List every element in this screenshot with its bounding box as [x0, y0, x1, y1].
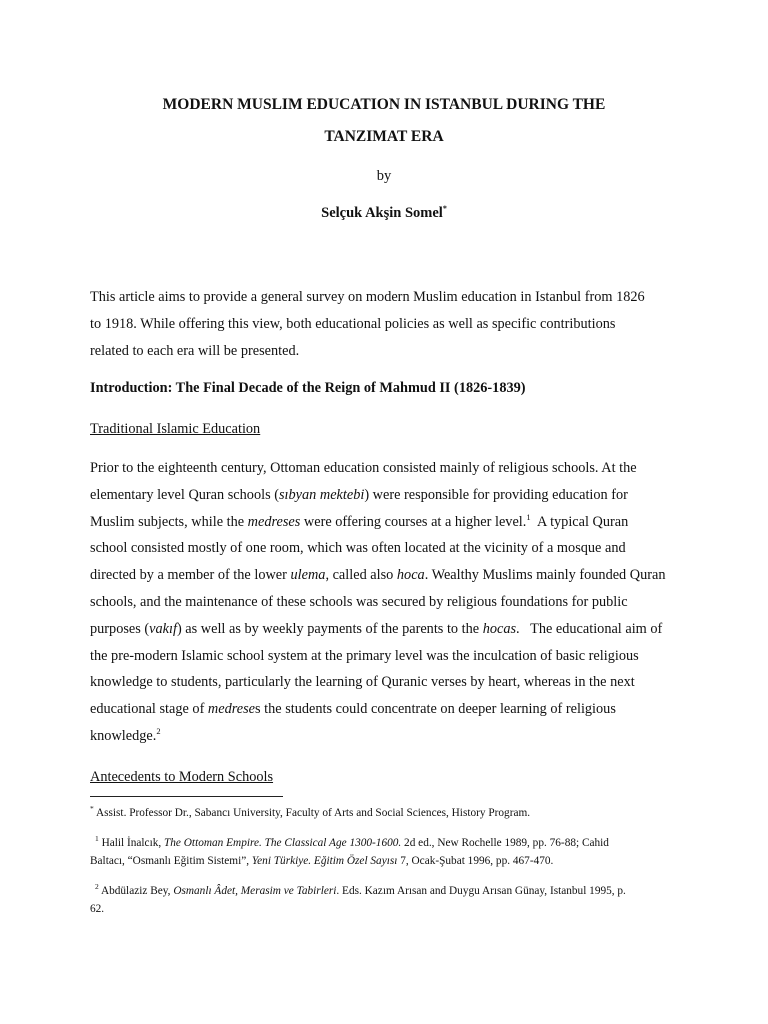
paper-title [90, 89, 678, 153]
text-run: Muslim subjects, while the [90, 513, 248, 530]
para-line [90, 482, 680, 509]
author-footnote-mark: * [442, 204, 447, 214]
subsection-heading-antecedents: Antecedents to Modern Schools [90, 769, 274, 785]
para-line: the pre-modern Islamic school system at the primary level was the inculcation of basic religious [90, 647, 639, 664]
subsection-heading-traditional: Traditional Islamic Education [90, 421, 261, 437]
para-line [90, 616, 680, 643]
traditional-education-paragraph [90, 455, 680, 750]
footnote-text: Assist. Professor Dr., Sabancı University, Faculty of Arts and Social Sciences, History Program. [93, 807, 531, 819]
footnote-line [90, 852, 682, 870]
intro-line: This article aims to provide a general survey on modern Muslim education in Istanbul from 1826 [90, 289, 645, 305]
footnote-line [90, 834, 682, 852]
para-line: school consisted mostly of one room, which was often located at the vicinity of a mosque and [90, 540, 626, 557]
text-run: purposes ( [90, 620, 150, 637]
text-run: Halil İnalcık, [98, 837, 164, 849]
footnote-mark: * [90, 804, 94, 814]
footnote-line [90, 882, 682, 900]
italic-term: medreses [247, 513, 301, 530]
footnote-author [90, 804, 682, 822]
italic-term: hoca [396, 567, 425, 584]
footnote-divider [90, 796, 283, 797]
text-run: . The educational aim of [516, 620, 663, 637]
title-line-1: MODERN MUSLIM EDUCATION IN ISTANBUL DURING THE [162, 96, 606, 113]
text-run: were offering courses at a higher level. [300, 513, 527, 530]
section-heading-introduction: Introduction: The Final Decade of the Reign of Mahmud II (1826-1839) [90, 380, 526, 396]
author-name-text: Selçuk Akşin Somel [321, 205, 443, 221]
italic-title: Yeni Türkiye. Eğitim Özel Sayısı [251, 855, 398, 867]
text-run: Abdülaziz Bey, [98, 885, 174, 897]
text-run: knowledge. [90, 727, 157, 744]
byline-by: by [376, 168, 392, 184]
text-run: 7, Ocak-Şubat 1996, pp. 467-470. [397, 855, 554, 867]
text-run: Baltacı, “Osmanlı Eğitim Sistemi”, [90, 855, 252, 867]
text-run: , called also [325, 567, 397, 584]
para-line [90, 723, 680, 750]
para-line [90, 696, 680, 723]
para-line [90, 562, 680, 589]
text-run: s the students could concentrate on deeper learning of religious [255, 701, 616, 718]
italic-title: The Ottoman Empire. The Classical Age 1300-1600. [164, 837, 402, 849]
para-line: knowledge to students, particularly the learning of Quranic verses by heart, whereas in the next [90, 674, 635, 691]
text-run: . Wealthy Muslims mainly founded Quran [424, 567, 666, 584]
italic-term: hocas [482, 620, 517, 637]
title-line-2: TANZIMAT ERA [324, 128, 444, 145]
italic-term: ulema [290, 567, 326, 584]
footnote-ref[interactable]: 1 [526, 511, 531, 522]
intro-line: related to each era will be presented. [90, 342, 300, 359]
text-run: ) as well as by weekly payments of the parents to the [176, 620, 483, 637]
text-run: A typical Quran [530, 513, 629, 530]
italic-title: Osmanlı Âdet, Merasim ve Tabirleri [173, 885, 337, 897]
footnote-mark: 2 [95, 882, 99, 892]
para-line: Prior to the eighteenth century, Ottoman education consisted mainly of religious schools. At the [90, 460, 637, 476]
text-run: educational stage of [90, 701, 208, 718]
para-line: schools, and the maintenance of these schools was secured by religious foundations for public [90, 593, 628, 610]
intro-paragraph [90, 284, 680, 364]
footnote-ref[interactable]: 2 [156, 726, 161, 737]
footnote-1 [90, 834, 682, 870]
text-run: ) were responsible for providing education for [364, 486, 628, 503]
italic-term: medrese [207, 701, 256, 718]
footnote-2 [90, 882, 682, 918]
intro-line: to 1918. While offering this view, both educational policies as well as specific contributions [90, 315, 616, 332]
author-name [0, 205, 768, 222]
text-run: elementary level Quran schools ( [90, 486, 279, 503]
italic-term: vakıf [149, 620, 177, 637]
text-run: 2d ed., New Rochelle 1989, pp. 76-88; Cahid [401, 837, 609, 849]
footnote-line: 62. [90, 903, 105, 915]
text-run: . Eds. Kazım Arısan and Duygu Arısan Günay, Istanbul 1995, p. [336, 885, 626, 897]
para-line [90, 509, 680, 536]
footnote-mark: 1 [95, 834, 99, 844]
text-run: directed by a member of the lower [90, 567, 291, 584]
italic-term: sıbyan mektebi [278, 486, 365, 503]
